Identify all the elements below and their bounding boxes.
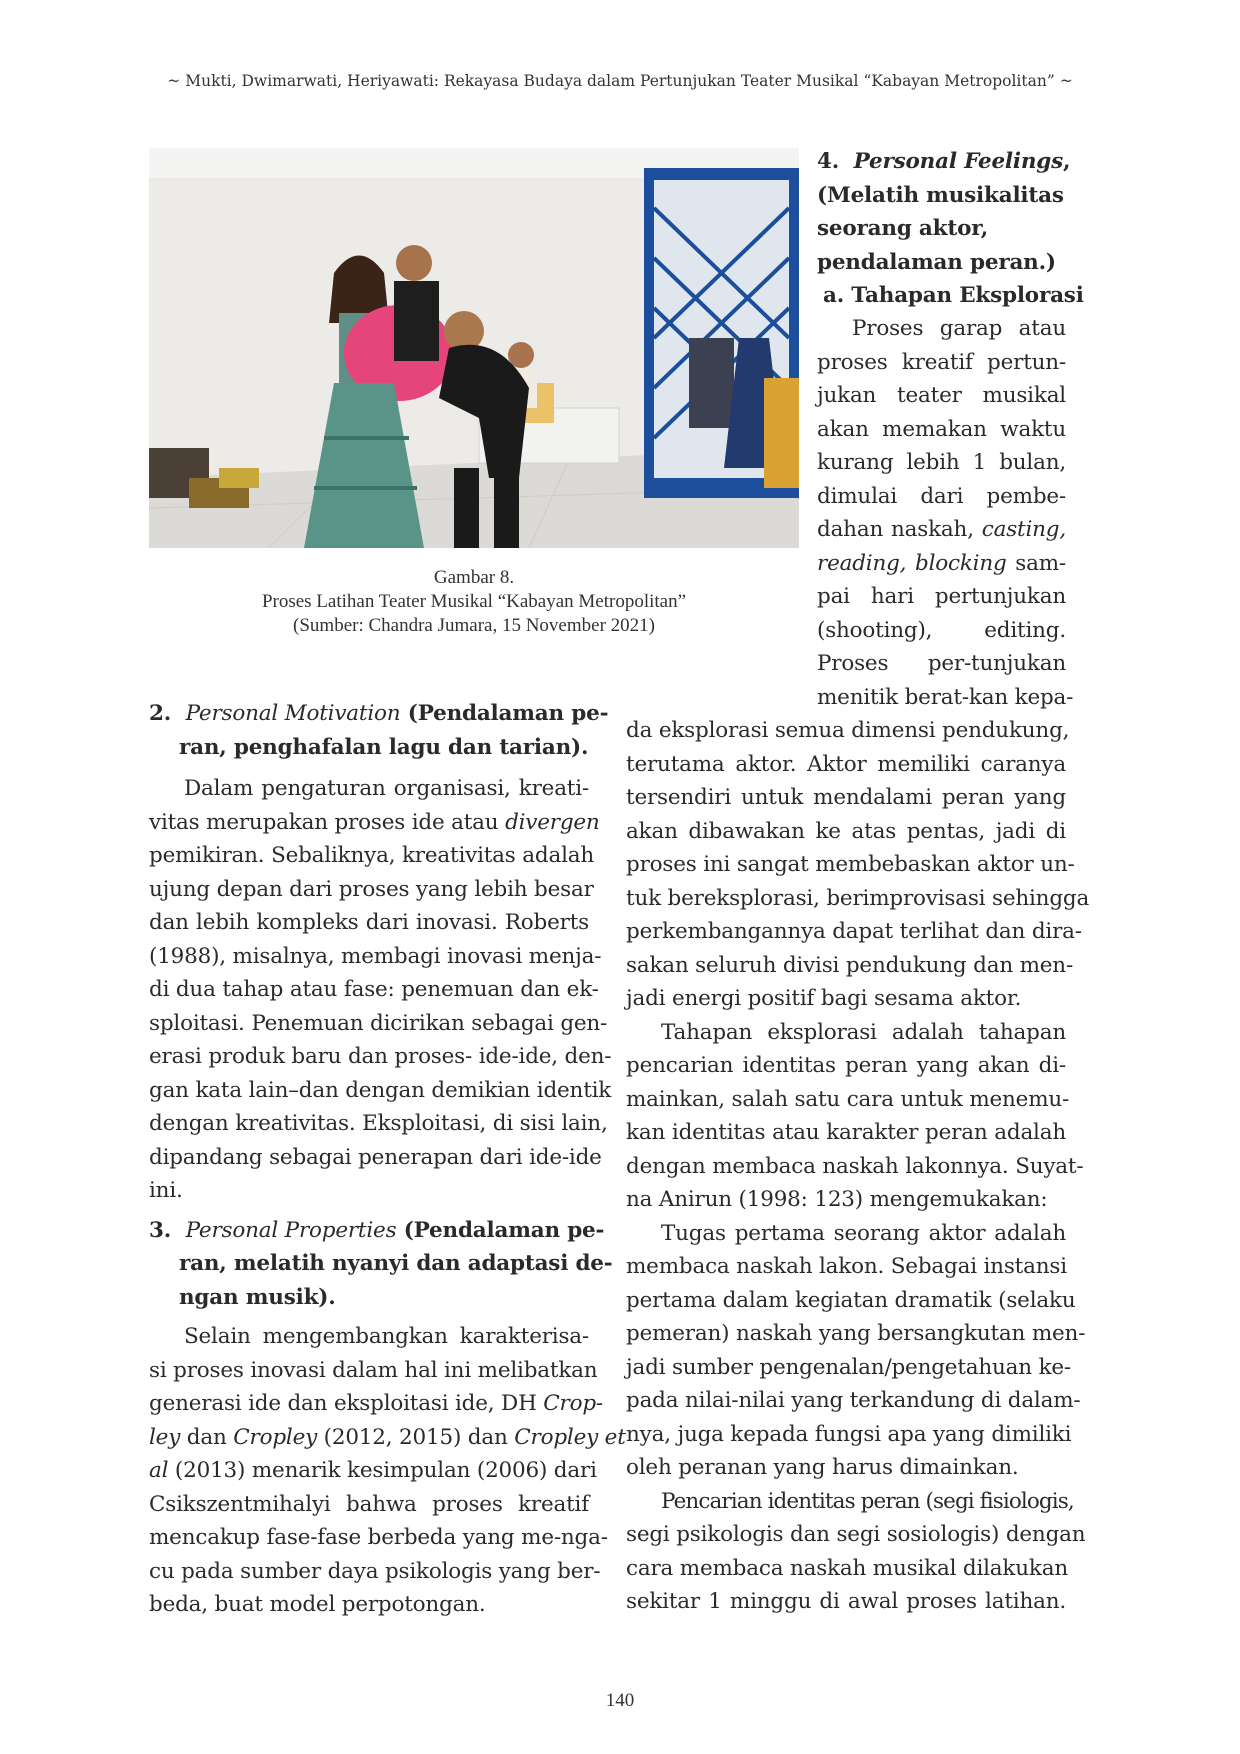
text-span: (2012, 2015) dan: [317, 1424, 515, 1450]
heading-italic: Personal Properties: [185, 1217, 397, 1243]
text-line: pai hari pertunjukan: [817, 584, 1066, 609]
heading-italic: Personal Motivation: [185, 701, 401, 726]
heading-line: [817, 145, 1071, 179]
section-3-heading-line: ran, melatih nyanyi dan adaptasi de-: [179, 1251, 613, 1276]
text-line: beda, buat model perpotongan.: [149, 1592, 486, 1617]
text-line: erasi produk baru dan proses- ide-ide, den-: [149, 1044, 612, 1069]
left-column-body: [149, 697, 626, 1622]
text-line: segi psikologis dan segi sosiologis) dengan: [626, 1522, 1086, 1547]
section-3-heading-line: ngan musik).: [179, 1284, 336, 1310]
heading-line: seorang aktor,: [817, 216, 989, 241]
text-line: terutama aktor. Aktor memiliki caranya: [626, 751, 1066, 777]
page-number: 140: [605, 1690, 635, 1711]
text-span: generasi ide dan eksploitasi ide, DH: [149, 1391, 544, 1416]
text-line: di dua tahap atau fase: penemuan dan ek-: [149, 977, 599, 1002]
text-line: mainkan, salah satu cara untuk menemu-: [626, 1086, 1070, 1112]
text-line: dengan kreativitas. Eksploitasi, di sisi lain,: [149, 1111, 608, 1136]
text-line: kan identitas atau karakter peran adalah: [626, 1120, 1066, 1145]
section-4-heading: [817, 145, 1084, 313]
heading-number: 2.: [149, 701, 172, 726]
caption-title: Proses Latihan Teater Musikal “Kabayan Metropolitan”: [261, 591, 687, 612]
text-line: [817, 547, 1066, 581]
text-line: sploitasi. Penemuan dicirikan sebagai gen-: [149, 1010, 608, 1036]
figure-caption: [149, 566, 799, 638]
section-3-heading: [149, 1214, 605, 1248]
text-line: tuk bereksplorasi, berimprovisasi sehingga: [626, 885, 1090, 911]
quote-line: nya, juga kepada fungsi apa yang dimiliki: [626, 1421, 1072, 1447]
quote-line: jadi sumber pengenalan/pengetahuan ke-: [626, 1354, 1071, 1380]
heading-text: (Pendalaman pe-: [396, 1217, 605, 1243]
text-line: [149, 806, 600, 840]
caption-label: Gambar 8.: [433, 567, 515, 588]
text-span: (2013) menarik kesimpulan (2006) dari: [168, 1458, 597, 1483]
figure-photo: [149, 148, 799, 548]
quote-line: pemeran) naskah yang bersangkutan men-: [626, 1321, 1086, 1346]
section-2-heading: [149, 697, 609, 731]
text-line: Proses garap atau: [852, 316, 1066, 341]
text-line: (1988), misalnya, membagi inovasi menja-: [149, 943, 602, 969]
text-italic: al: [149, 1458, 169, 1483]
text-line: ujung depan dari proses yang lebih besar: [149, 876, 594, 902]
text-line: perkembangannya dapat terlihat dan dira-: [626, 919, 1082, 944]
text-span: dan: [180, 1424, 234, 1450]
text-line: Selain mengembangkan karakterisa-: [184, 1324, 589, 1349]
heading-punct: ,: [1063, 149, 1071, 174]
text-line: kurang lebih 1 bulan,: [817, 450, 1066, 475]
text-line: Pencarian identitas peran (segi fisiologis,: [661, 1488, 1074, 1514]
text-line: na Anirun (1998: 123) mengemukakan:: [626, 1187, 1048, 1212]
section-2-heading-line: ran, penghafalan lagu dan tarian).: [179, 734, 589, 760]
subheading: a. Tahapan Eksplorasi: [823, 283, 1084, 308]
text-italic: divergen: [505, 809, 600, 835]
text-line: [149, 1421, 626, 1455]
quote-line: pertama dalam kegiatan dramatik (selaku: [626, 1287, 1076, 1313]
narrow-paragraph: [817, 312, 1074, 714]
text-line: (shooting), editing.: [817, 617, 1066, 643]
text-line: akan dibawakan ke atas pentas, jadi di: [626, 818, 1066, 844]
text-span: sam-: [1006, 550, 1066, 576]
text-line: jadi energi positif bagi sesama aktor.: [626, 986, 1022, 1011]
text-line: tersendiri untuk mendalami peran yang: [626, 785, 1066, 810]
text-line: Csikszentmihalyi bahwa proses kreatif: [149, 1491, 589, 1517]
text-line: akan memakan waktu: [817, 416, 1066, 442]
text-line: cu pada sumber daya psikologis yang ber-: [149, 1558, 601, 1584]
text-line: dimulai dari pembe-: [817, 483, 1066, 509]
rehearsal-photo-illustration: [149, 148, 799, 548]
text-line: dipandang sebagai penerapan dari ide-ide: [149, 1144, 602, 1170]
text-line: pencarian identitas peran yang akan di-: [626, 1053, 1066, 1078]
quote-line: oleh peranan yang harus dimainkan.: [626, 1455, 1019, 1480]
text-italic: Cropley: [233, 1424, 318, 1450]
text-span: vitas merupakan proses ide atau: [149, 809, 506, 835]
text-line: dan lebih kompleks dari inovasi. Roberts: [149, 910, 589, 935]
text-italic: reading, blocking: [817, 550, 1007, 576]
text-line: da eksplorasi semua dimensi pendukung,: [626, 718, 1070, 743]
text-line: jukan teater musikal: [817, 383, 1066, 408]
text-line: proses kreatif pertun-: [817, 349, 1066, 375]
text-line: Proses per-tunjukan: [817, 651, 1066, 676]
text-line: sakan seluruh divisi pendukung dan men-: [626, 952, 1074, 978]
text-italic: ley: [149, 1424, 181, 1450]
text-line: pemikiran. Sebaliknya, kreativitas adalah: [149, 843, 595, 868]
heading-italic: Personal Feelings: [853, 149, 1064, 174]
text-line: mencakup fase-fase berbeda yang me-nga-: [149, 1525, 608, 1550]
right-column-body: [626, 714, 1090, 1619]
heading-text: (Pendalaman pe-: [400, 701, 609, 726]
text-line: ini.: [149, 1178, 183, 1203]
text-italic: casting,: [981, 517, 1066, 542]
text-line: Tahapan eksplorasi adalah tahapan: [661, 1019, 1066, 1045]
running-head: ~ Mukti, Dwimarwati, Heriyawati: Rekayasa Budaya dalam Pertunjukan Teater Musikal “Kabayan Metropolitan” ~: [167, 72, 1073, 90]
text-line: [149, 1387, 603, 1421]
text-span: dahan naskah,: [817, 517, 982, 542]
heading-number: 4.: [817, 149, 840, 174]
text-line: Dalam pengaturan organisasi, kreati-: [184, 776, 589, 801]
text-line: [817, 513, 1066, 547]
quote-line: Tugas pertama seorang aktor adalah: [661, 1220, 1066, 1246]
caption-source: (Sumber: Chandra Jumara, 15 November 2021): [293, 615, 655, 636]
text-italic: Cropley et: [514, 1424, 626, 1450]
text-line: gan kata lain–dan dengan demikian identik: [149, 1077, 612, 1103]
text-line: dengan membaca naskah lakonnya. Suyat-: [626, 1153, 1084, 1179]
text-line: proses ini sangat membebaskan aktor un-: [626, 852, 1075, 877]
heading-number: 3.: [149, 1217, 172, 1243]
heading-line: pendalaman peran.): [817, 249, 1056, 275]
text-line: si proses inovasi dalam hal ini melibatkan: [149, 1357, 598, 1383]
text-line: menitik berat-kan kepa-: [817, 684, 1074, 710]
text-line: cara membaca naskah musikal dilakukan: [626, 1555, 1068, 1581]
text-italic: Crop-: [543, 1391, 603, 1416]
quote-line: membaca naskah lakon. Sebagai instansi: [626, 1254, 1067, 1279]
text-line: [149, 1454, 597, 1488]
quote-line: pada nilai-nilai yang terkandung di dalam-: [626, 1388, 1081, 1413]
heading-line: (Melatih musikalitas: [817, 182, 1064, 208]
text-line: sekitar 1 minggu di awal proses latihan.: [626, 1589, 1066, 1614]
